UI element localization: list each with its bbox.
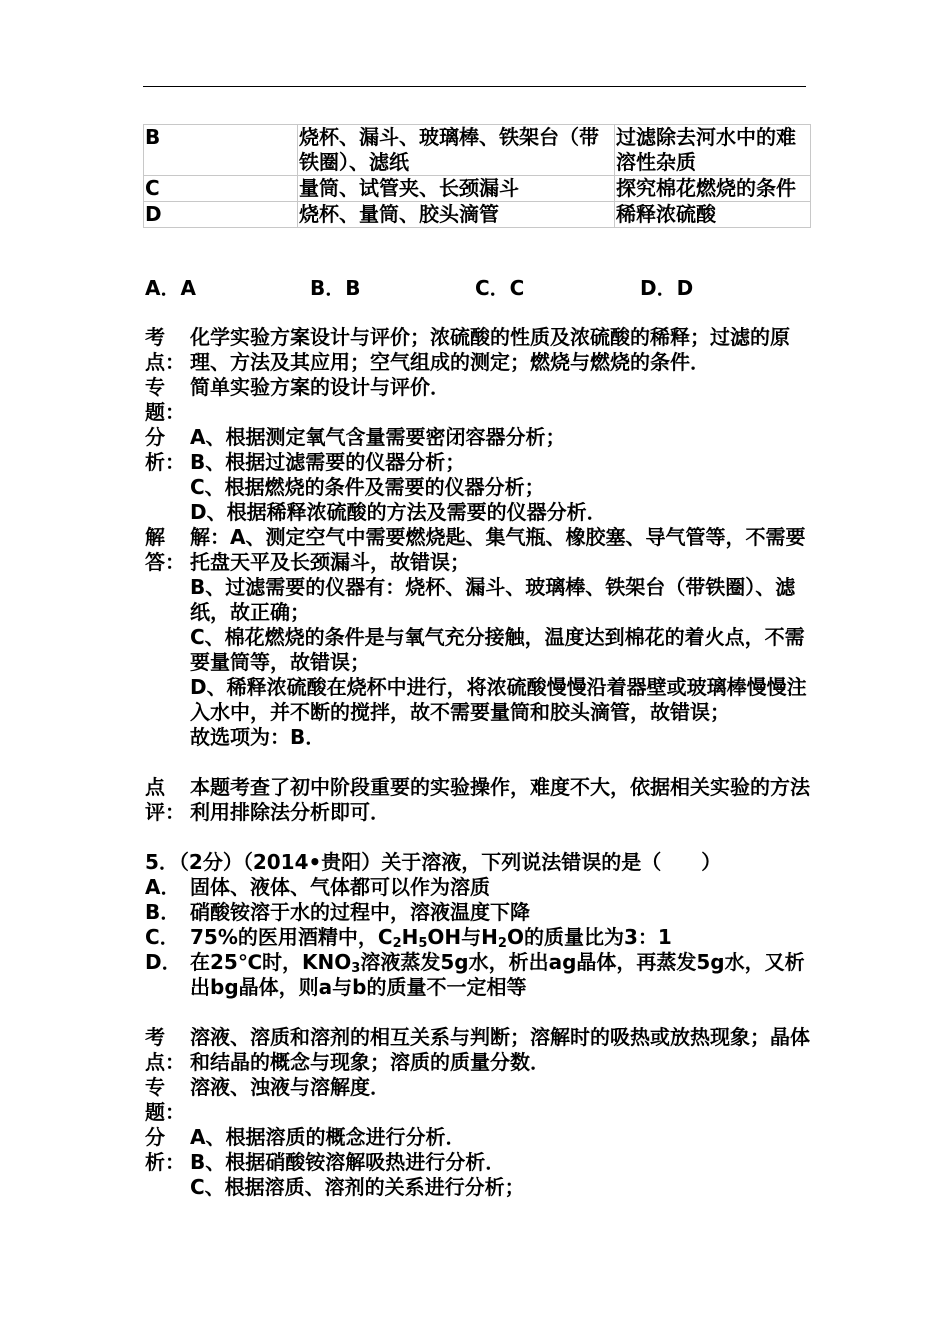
q5-fenxi <box>145 1125 810 1200</box>
fenxi-line: C、根据溶质、溶剂的关系进行分析； <box>190 1175 525 1199</box>
equipment-cell: 烧杯、漏斗、玻璃棒、铁架台（带铁圈）、滤纸 <box>298 125 615 176</box>
dianping-text: 本题考查了初中阶段重要的实验操作，难度不大，依据相关实验的方法利用排除法分析即可． <box>190 775 810 824</box>
experiment-options-table <box>143 124 811 228</box>
option-cell: D <box>144 202 298 228</box>
purpose-cell: 稀释浓硫酸 <box>615 202 811 228</box>
option-text: 固体、液体、气体都可以作为溶质 <box>190 875 490 899</box>
text-fragment: OH与H <box>427 925 498 949</box>
text-fragment: O的质量比为3：1 <box>506 925 672 949</box>
q4-zhuanti <box>145 375 810 425</box>
q5-option-d <box>145 950 810 1000</box>
header-rule <box>143 86 806 87</box>
zhuanti-text: 简单实验方案的设计与评价． <box>190 375 450 399</box>
q5-zhuanti <box>145 1075 810 1125</box>
fenxi-label-2: 析： <box>145 450 185 474</box>
fenxi-label-1: 分 <box>145 1125 165 1149</box>
subscript: 3 <box>351 961 361 976</box>
q4-jieda <box>145 525 810 750</box>
fenxi-line: A、根据溶质的概念进行分析． <box>190 1125 466 1149</box>
table-row <box>144 202 811 228</box>
option-label: B． <box>145 900 181 924</box>
fenxi-label-1: 分 <box>145 425 165 449</box>
q5-stem: 5．（2分）（2014•贵阳）关于溶液，下列说法错误的是（ ） <box>145 850 722 874</box>
choice-a: A．A <box>145 276 196 300</box>
kaodian-text: 化学实验方案设计与评价；浓硫酸的性质及浓硫酸的稀释；过滤的原理、方法及其应用；空气组成的测定；燃烧与燃烧的条件． <box>190 325 790 374</box>
choice-c: C．C <box>475 276 525 300</box>
jieda-label-1: 解 <box>145 525 165 549</box>
option-label: A． <box>145 875 181 899</box>
q4-fenxi <box>145 425 810 525</box>
jieda-label-2: 答： <box>145 550 185 574</box>
q5-kaodian <box>145 1025 810 1075</box>
text-fragment: 在25℃时，KNO <box>190 950 352 974</box>
purpose-cell: 探究棉花燃烧的条件 <box>615 176 811 202</box>
option-cell: C <box>144 176 298 202</box>
table-row <box>144 125 811 176</box>
option-text: 硝酸铵溶于水的过程中，溶液温度下降 <box>190 900 530 924</box>
jieda-line: 解：A、测定空气中需要燃烧匙、集气瓶、橡胶塞、导气管等，不需要托盘天平及长颈漏斗，故错误； <box>190 525 806 574</box>
kaodian-label-2: 点： <box>145 350 185 374</box>
fenxi-label-2: 析： <box>145 1150 185 1174</box>
dianping-label-2: 评： <box>145 800 185 824</box>
purpose-cell: 过滤除去河水中的难溶性杂质 <box>615 125 811 176</box>
zhuanti-text: 溶液、浊液与溶解度． <box>190 1075 390 1099</box>
text-fragment: 溶液蒸发5g水，析出ag晶体，再蒸发5g水，又析出bg晶体，则a与b的质量不一定相等 <box>190 950 805 999</box>
dianping-label-1: 点 <box>145 775 165 799</box>
q5-option-c <box>145 925 810 950</box>
zhuanti-label-2: 题： <box>145 1100 185 1124</box>
q5-option-b <box>145 900 810 925</box>
kaodian-label-1: 考 <box>145 325 165 349</box>
kaodian-text: 溶液、溶质和溶剂的相互关系与判断；溶解时的吸热或放热现象；晶体和结晶的概念与现象；溶质的质量分数． <box>190 1025 810 1074</box>
choice-b: B．B <box>310 276 361 300</box>
subscript: 2 <box>497 936 507 951</box>
q4-dianping <box>145 775 810 825</box>
zhuanti-label-2: 题： <box>145 400 185 424</box>
choice-d: D．D <box>640 276 694 300</box>
jieda-line: C、棉花燃烧的条件是与氧气充分接触，温度达到棉花的着火点，不需要量筒等，故错误； <box>190 625 805 674</box>
zhuanti-label-1: 专 <box>145 375 165 399</box>
q5-option-a <box>145 875 810 900</box>
text-fragment: H <box>401 925 419 949</box>
jieda-line: 故选项为：B． <box>190 725 326 749</box>
q4-kaodian <box>145 325 810 375</box>
option-label: D． <box>145 950 182 974</box>
equipment-cell: 量筒、试管夹、长颈漏斗 <box>298 176 615 202</box>
kaodian-label-2: 点： <box>145 1050 185 1074</box>
subscript: 2 <box>392 936 402 951</box>
option-text <box>190 925 672 950</box>
fenxi-line: C、根据燃烧的条件及需要的仪器分析； <box>190 475 545 499</box>
option-cell: B <box>144 125 298 176</box>
jieda-line: D、稀释浓硫酸在烧杯中进行，将浓硫酸慢慢沿着器壁或玻璃棒慢慢注入水中，并不断的搅拌，故不需要量筒和胶头滴管，故错误； <box>190 675 807 724</box>
question-5 <box>145 850 810 1000</box>
zhuanti-label-1: 专 <box>145 1075 165 1099</box>
subscript: 5 <box>418 936 428 951</box>
table-row <box>144 176 811 202</box>
kaodian-label-1: 考 <box>145 1025 165 1049</box>
jieda-line: B、过滤需要的仪器有：烧杯、漏斗、玻璃棒、铁架台（带铁圈）、滤纸，故正确； <box>190 575 796 624</box>
fenxi-line: A、根据测定氧气含量需要密闭容器分析； <box>190 425 566 449</box>
option-label: C． <box>145 925 180 949</box>
fenxi-line: D、根据稀释浓硫酸的方法及需要的仪器分析． <box>190 500 607 524</box>
equipment-cell: 烧杯、量筒、胶头滴管 <box>298 202 615 228</box>
fenxi-line: B、根据硝酸铵溶解吸热进行分析． <box>190 1150 506 1174</box>
fenxi-line: B、根据过滤需要的仪器分析； <box>190 450 466 474</box>
text-fragment: 75%的医用酒精中，C <box>190 925 393 949</box>
option-text <box>190 950 810 1000</box>
